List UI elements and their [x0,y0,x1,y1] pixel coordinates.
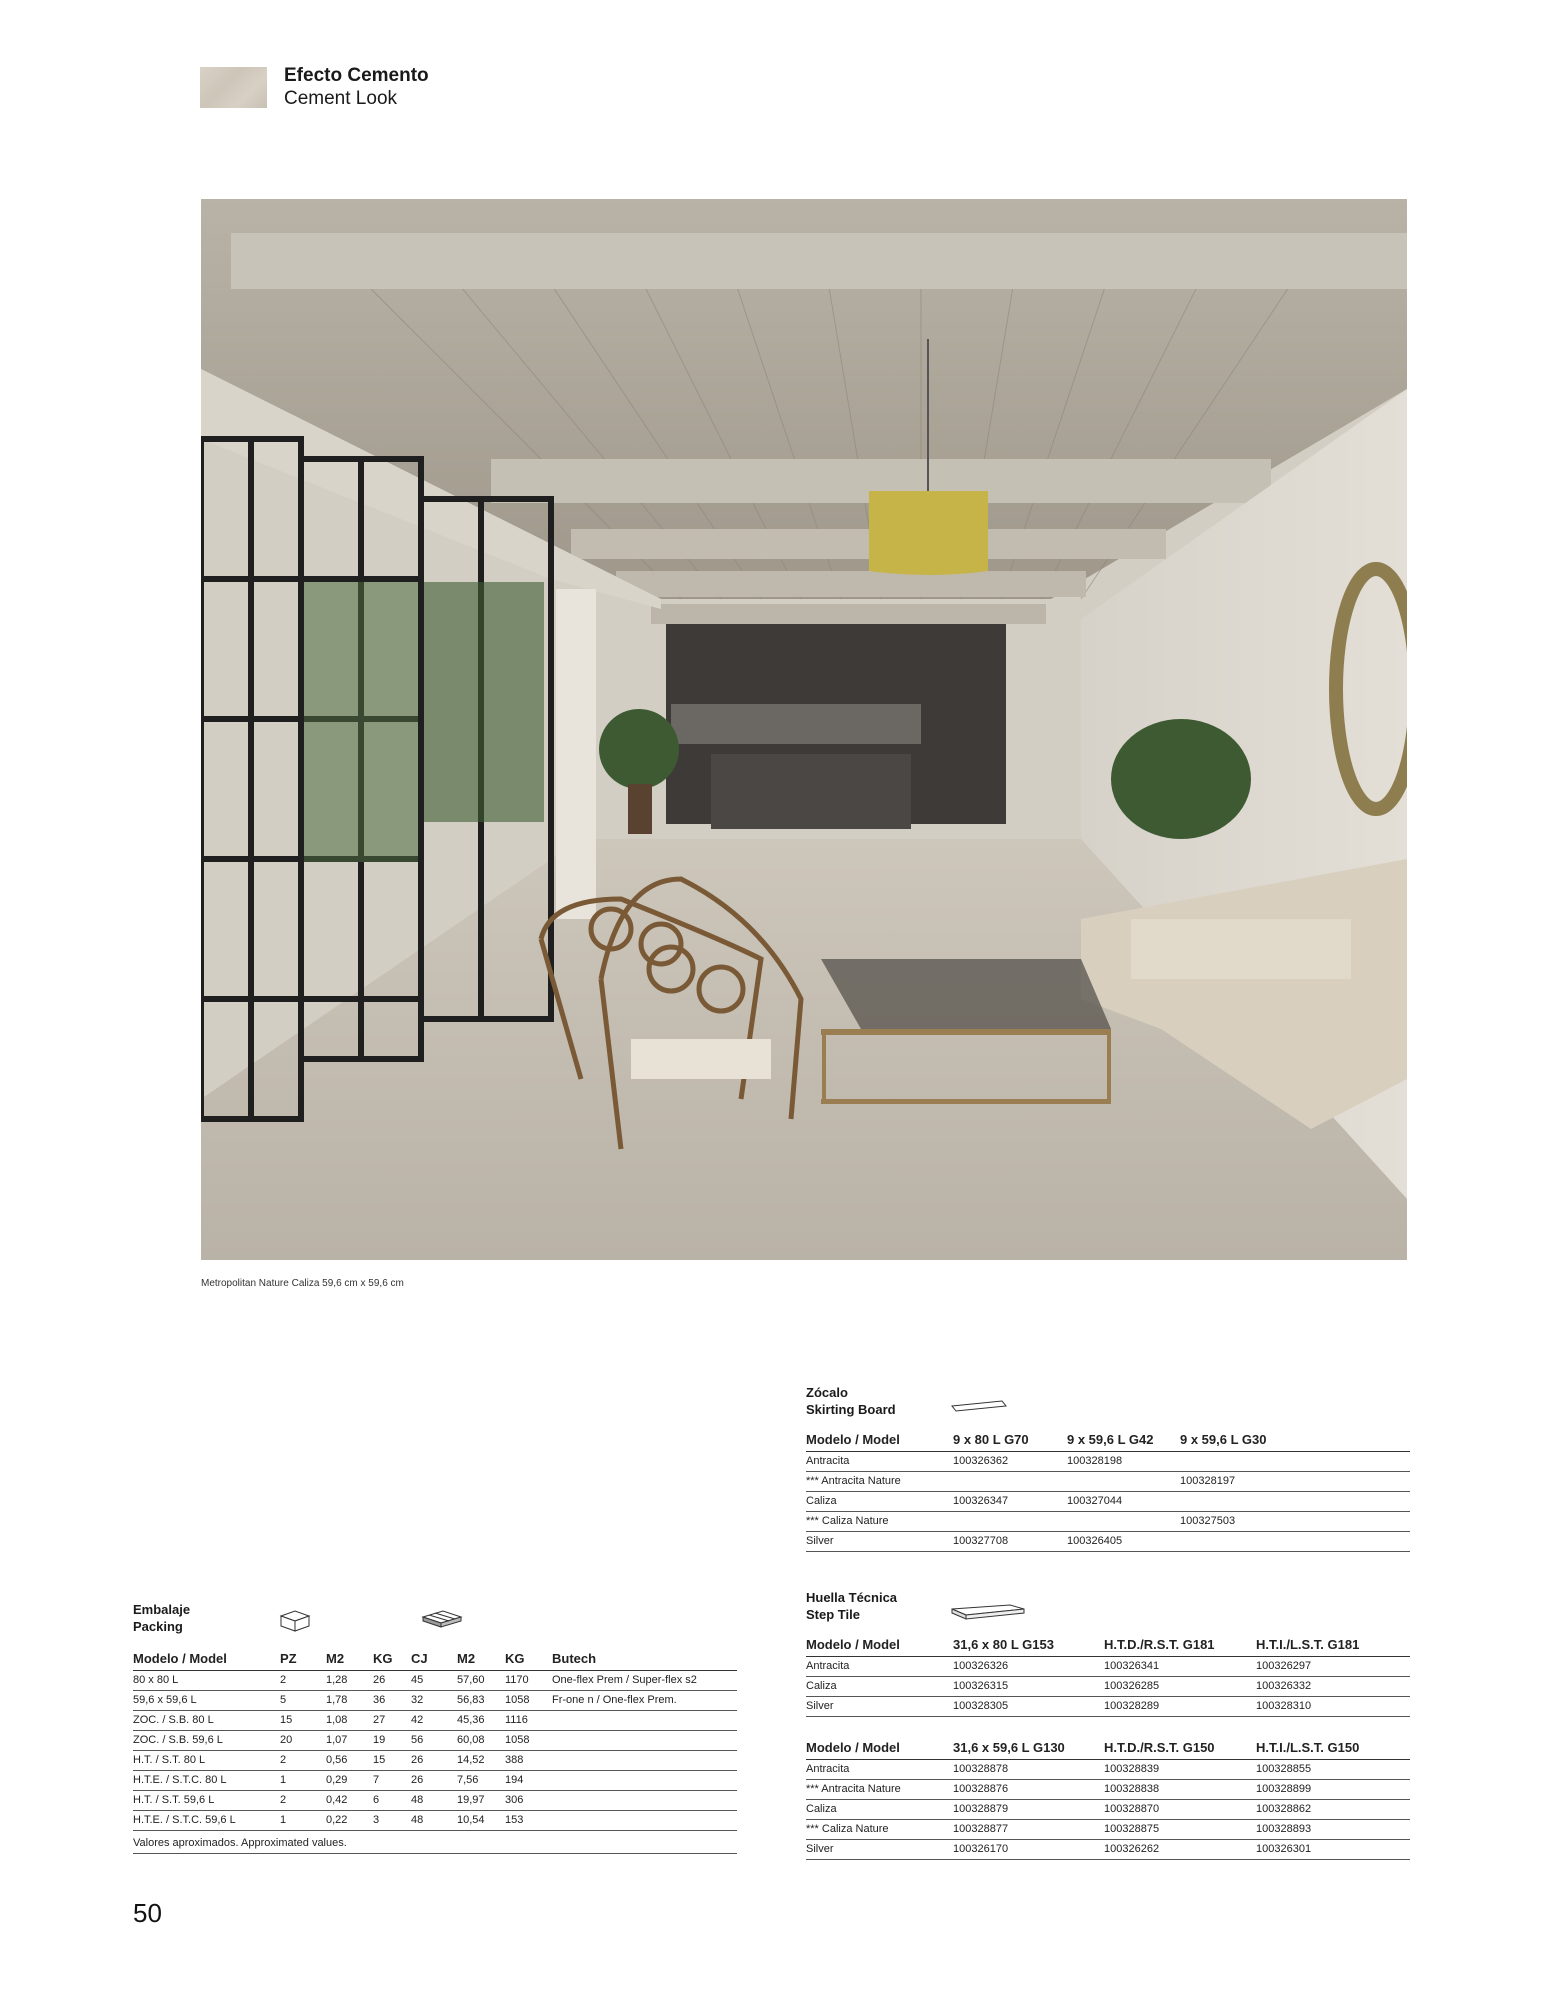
cell [1180,1531,1410,1551]
cell: 15 [373,1750,411,1770]
col-header: CJ [411,1645,457,1670]
table-row [806,1839,1410,1859]
col-header: H.T.D./R.S.T. G150 [1104,1734,1256,1759]
cell [552,1810,737,1830]
cell: 100328870 [1104,1799,1256,1819]
cell: 100326405 [1067,1531,1180,1551]
packing-table [133,1645,737,1831]
cell: Fr-one n / One-flex Prem. [552,1690,737,1710]
table-row [133,1750,737,1770]
cell [1067,1511,1180,1531]
cell: *** Antracita Nature [806,1471,953,1491]
zocalo-title-en: Skirting Board [806,1402,896,1417]
huella-title-en: Step Tile [806,1607,860,1622]
col-header: KG [373,1645,411,1670]
cell: 56,83 [457,1690,505,1710]
title-en: Cement Look [284,88,398,109]
cell: 60,08 [457,1730,505,1750]
cell: 26 [411,1770,457,1790]
col-header: M2 [326,1645,373,1670]
cell: 100327044 [1067,1491,1180,1511]
cell: 100328305 [953,1696,1104,1716]
table-header-row [806,1631,1410,1656]
cell: 27 [373,1710,411,1730]
cell: 0,29 [326,1770,373,1790]
cell [953,1511,1067,1531]
cement-swatch [200,67,267,108]
cell: 2 [280,1750,326,1770]
cell: 100326301 [1256,1839,1410,1859]
table-row [133,1690,737,1710]
col-header: 31,6 x 59,6 L G130 [953,1734,1104,1759]
cell: 1116 [505,1710,552,1730]
cell: 1 [280,1810,326,1830]
cell: 1170 [505,1670,552,1690]
cell: 100328893 [1256,1819,1410,1839]
cell: 59,6 x 59,6 L [133,1690,280,1710]
packing-title-es: Embalaje [133,1602,191,1617]
cell: 100328877 [953,1819,1104,1839]
col-header: 9 x 59,6 L G42 [1067,1426,1180,1451]
cell: 45,36 [457,1710,505,1730]
cell [552,1770,737,1790]
cell: 7,56 [457,1770,505,1790]
cell: 100328198 [1067,1451,1180,1471]
col-header: Modelo / Model [806,1631,953,1656]
packing-title [133,1601,190,1635]
cell: 26 [411,1750,457,1770]
cell: Caliza [806,1676,953,1696]
skirting-board-icon [950,1398,1008,1414]
col-header: H.T.I./L.S.T. G181 [1256,1631,1410,1656]
cell: 100328875 [1104,1819,1256,1839]
cell: H.T.E. / S.T.C. 59,6 L [133,1810,280,1830]
cell: H.T. / S.T. 59,6 L [133,1790,280,1810]
cell: 100328838 [1104,1779,1256,1799]
cell: 100326315 [953,1676,1104,1696]
section-header [200,64,429,110]
cell: 1,08 [326,1710,373,1730]
cell: 100328878 [953,1759,1104,1779]
table-row [806,1471,1410,1491]
table-row [806,1511,1410,1531]
cell: 3 [373,1810,411,1830]
cell: 100328862 [1256,1799,1410,1819]
cell: 19 [373,1730,411,1750]
cell: 100326341 [1104,1656,1256,1676]
cell: 15 [280,1710,326,1730]
cell: 20 [280,1730,326,1750]
cell: 100326262 [1104,1839,1256,1859]
table-row [806,1779,1410,1799]
cell: 100327708 [953,1531,1067,1551]
cell: H.T. / S.T. 80 L [133,1750,280,1770]
cell: 100328289 [1104,1696,1256,1716]
col-header: 31,6 x 80 L G153 [953,1631,1104,1656]
table-header-row [133,1645,737,1670]
cell: 6 [373,1790,411,1810]
table-row [806,1696,1410,1716]
cell: 100328899 [1256,1779,1410,1799]
cell: 7 [373,1770,411,1790]
cell [552,1790,737,1810]
cell: Caliza [806,1491,953,1511]
cell: 80 x 80 L [133,1670,280,1690]
photo-caption: Metropolitan Nature Caliza 59,6 cm x 59,6 cm [201,1278,404,1289]
table-spacer-row [806,1716,1410,1734]
cell: 42 [411,1710,457,1730]
page-number: 50 [133,1898,162,1928]
cell: 32 [411,1690,457,1710]
cell: 0,22 [326,1810,373,1830]
cell: 48 [411,1790,457,1810]
huella-title [806,1589,897,1623]
zocalo-title [806,1384,896,1418]
table-row [133,1810,737,1830]
cell: 100326297 [1256,1656,1410,1676]
zocalo-table [806,1426,1410,1552]
col-header: KG [505,1645,552,1670]
cell: 26 [373,1670,411,1690]
cell [552,1730,737,1750]
table-row [806,1656,1410,1676]
col-header: 9 x 80 L G70 [953,1426,1067,1451]
cell: 100328197 [1180,1471,1410,1491]
cell: One-flex Prem / Super-flex s2 [552,1670,737,1690]
cell: ZOC. / S.B. 59,6 L [133,1730,280,1750]
cell [1067,1471,1180,1491]
cell: 0,42 [326,1790,373,1810]
cell: 1 [280,1770,326,1790]
cell [552,1750,737,1770]
cell: 100327503 [1180,1511,1410,1531]
cell: 100328876 [953,1779,1104,1799]
table-row [806,1451,1410,1471]
table-row [806,1676,1410,1696]
pallet-icon [419,1609,465,1631]
table-row [806,1531,1410,1551]
col-header: Butech [552,1645,737,1670]
cell: 10,54 [457,1810,505,1830]
cell [1180,1451,1410,1471]
cell: 57,60 [457,1670,505,1690]
box-icon [279,1609,311,1633]
cell: 1058 [505,1690,552,1710]
cell: *** Antracita Nature [806,1779,953,1799]
huella-title-es: Huella Técnica [806,1590,898,1605]
table-row [806,1759,1410,1779]
cell: 306 [505,1790,552,1810]
cell: 100328310 [1256,1696,1410,1716]
spacer [806,1716,1410,1734]
cell: 100328855 [1256,1759,1410,1779]
cell: 19,97 [457,1790,505,1810]
cell: 2 [280,1670,326,1690]
cell: 48 [411,1810,457,1830]
cell: Caliza [806,1799,953,1819]
col-header: Modelo / Model [806,1734,953,1759]
table-row [806,1819,1410,1839]
interior-photo [201,199,1407,1260]
huella-table [806,1631,1410,1860]
cell: *** Caliza Nature [806,1511,953,1531]
packing-note: Valores aproximados. Approximated values. [133,1837,737,1854]
cell: Silver [806,1696,953,1716]
table-header-row [806,1426,1410,1451]
col-header: Modelo / Model [133,1645,280,1670]
cell: 100328879 [953,1799,1104,1819]
col-header: H.T.D./R.S.T. G181 [1104,1631,1256,1656]
cell: Antracita [806,1759,953,1779]
col-header: PZ [280,1645,326,1670]
cell: 5 [280,1690,326,1710]
cell: 14,52 [457,1750,505,1770]
cell: 100326326 [953,1656,1104,1676]
cell: 100328839 [1104,1759,1256,1779]
cell: 1,28 [326,1670,373,1690]
cell: Antracita [806,1656,953,1676]
cell: 388 [505,1750,552,1770]
table-row [133,1730,737,1750]
cell: 45 [411,1670,457,1690]
cell [1180,1491,1410,1511]
cell: Silver [806,1839,953,1859]
cell: 194 [505,1770,552,1790]
cell: ZOC. / S.B. 80 L [133,1710,280,1730]
cell: *** Caliza Nature [806,1819,953,1839]
cell: 1,07 [326,1730,373,1750]
cell [552,1710,737,1730]
cell: 100326170 [953,1839,1104,1859]
cell: Antracita [806,1451,953,1471]
cell: 100326347 [953,1491,1067,1511]
cell: 36 [373,1690,411,1710]
table-row [806,1491,1410,1511]
cell: 1,78 [326,1690,373,1710]
cell: 2 [280,1790,326,1810]
table-row [133,1790,737,1810]
table-row [133,1770,737,1790]
cell: 100326332 [1256,1676,1410,1696]
title-es: Efecto Cemento [284,65,429,86]
section-title [284,64,429,110]
cell: Silver [806,1531,953,1551]
cell: H.T.E. / S.T.C. 80 L [133,1770,280,1790]
col-header: 9 x 59,6 L G30 [1180,1426,1410,1451]
col-header: H.T.I./L.S.T. G150 [1256,1734,1410,1759]
cell: 56 [411,1730,457,1750]
cell [953,1471,1067,1491]
packing-title-en: Packing [133,1619,183,1634]
step-tile-icon [950,1603,1026,1621]
table-row [133,1670,737,1690]
cell: 153 [505,1810,552,1830]
cell: 100326285 [1104,1676,1256,1696]
cell: 0,56 [326,1750,373,1770]
table-row [133,1710,737,1730]
col-header: Modelo / Model [806,1426,953,1451]
col-header: M2 [457,1645,505,1670]
cell: 1058 [505,1730,552,1750]
table-header-row [806,1734,1410,1759]
table-row [806,1799,1410,1819]
zocalo-title-es: Zócalo [806,1385,848,1400]
cell: 100326362 [953,1451,1067,1471]
